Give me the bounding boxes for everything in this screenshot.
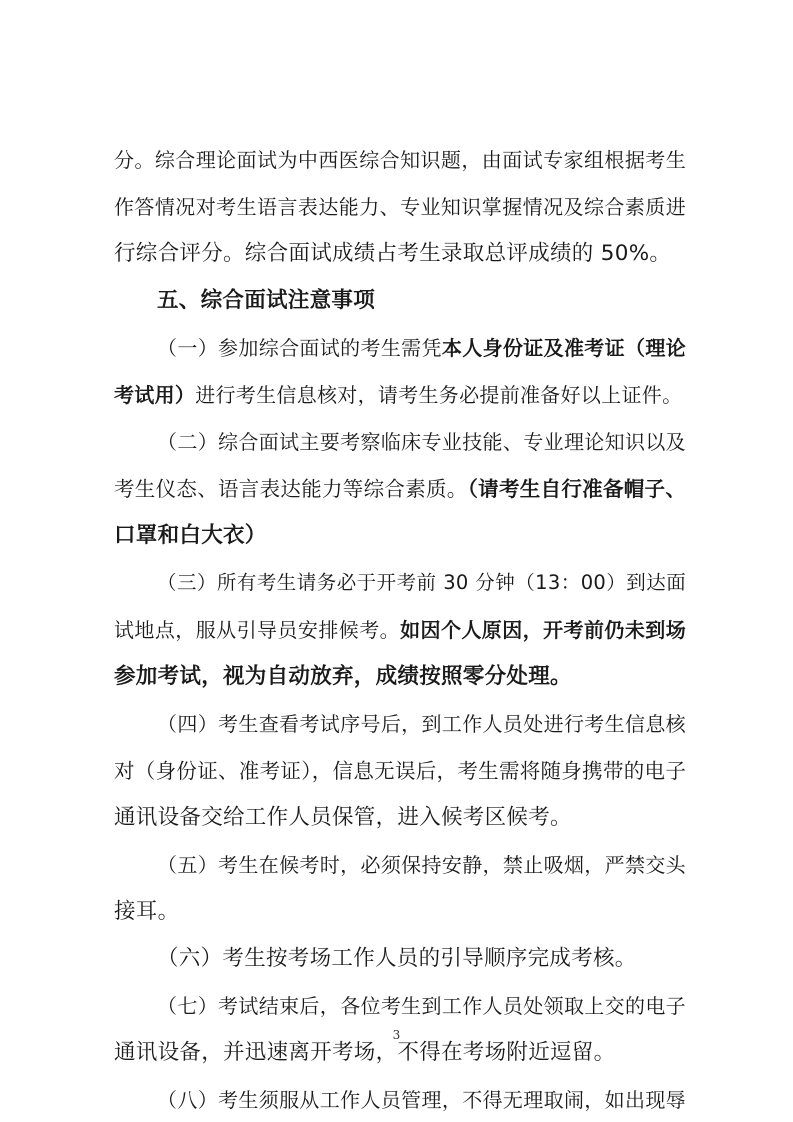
text-segment: （七）考试结束后，各位考生到工作人员处领取上交的电子 bbox=[157, 994, 686, 1018]
text-segment: 试地点，服从引导员安排候考。 bbox=[114, 618, 401, 642]
bold-text-segment: 如因个人原因，开考前仍未到场 bbox=[400, 618, 687, 642]
body-line bbox=[114, 518, 686, 554]
section-heading bbox=[157, 283, 686, 319]
text-segment: 考生仪态、语言表达能力等综合素质。 bbox=[114, 477, 468, 501]
text-segment: 对（身份证、准考证），信息无误后，考生需将随身携带的电子 bbox=[114, 759, 687, 783]
bold-text-segment: 考试用） bbox=[114, 383, 196, 407]
bold-text-segment: 五、综合面试注意事项 bbox=[157, 288, 376, 313]
body-line bbox=[157, 941, 686, 977]
text-segment: 作答情况对考生语言表达能力、专业知识掌握情况及综合素质进 bbox=[114, 195, 686, 219]
bold-text-segment: 口罩和白大衣） bbox=[114, 523, 267, 548]
body-line bbox=[114, 753, 686, 789]
body-line bbox=[114, 612, 686, 648]
body-line bbox=[157, 988, 686, 1024]
body-line bbox=[157, 330, 686, 366]
body-line bbox=[114, 377, 686, 413]
body-line bbox=[157, 1082, 686, 1118]
body-line bbox=[157, 424, 686, 460]
text-segment: 进行考生信息核对，请考生务必提前准备好以上证件。 bbox=[195, 383, 683, 407]
text-segment: （六）考生按考场工作人员的引导顺序完成考核。 bbox=[157, 946, 637, 971]
body-line bbox=[114, 471, 686, 507]
body-line bbox=[114, 142, 686, 178]
text-segment: （二）综合面试主要考察临床专业技能、专业理论知识以及 bbox=[157, 430, 686, 454]
text-segment: （三）所有考生请务必于开考前 30 分钟（13：00）到达面 bbox=[157, 571, 686, 594]
body-line bbox=[114, 659, 686, 695]
text-segment: 分。综合理论面试为中西医综合知识题，由面试专家组根据考生 bbox=[114, 148, 686, 172]
body-line bbox=[114, 236, 686, 272]
body-line bbox=[157, 706, 686, 742]
text-segment: （一）参加综合面试的考生需凭 bbox=[157, 336, 442, 360]
body-line bbox=[157, 565, 686, 601]
text-segment: （五）考生在候考时，必须保持安静，禁止吸烟，严禁交头 bbox=[157, 853, 686, 877]
bold-text-segment: （请考生自行准备帽子、 bbox=[467, 477, 687, 501]
text-segment: 接耳。 bbox=[114, 899, 180, 924]
body-line bbox=[114, 189, 686, 225]
bold-text-segment: 本人身份证及准考证（理论 bbox=[441, 336, 686, 360]
text-segment: （四）考生查看考试序号后，到工作人员处进行考生信息核 bbox=[157, 712, 686, 736]
text-segment: 行综合评分。综合面试成绩占考生录取总评成绩的 50%。 bbox=[114, 241, 672, 266]
bold-text-segment: 参加考试，视为自动放弃，成绩按照零分处理。 bbox=[114, 664, 572, 689]
body-line bbox=[114, 800, 686, 836]
text-segment: 通讯设备交给工作人员保管，进入候考区候考。 bbox=[114, 805, 572, 830]
page-number: 3 bbox=[392, 1028, 401, 1042]
text-segment: 通讯设备，并迅速离开考场，不得在考场附近逗留。 bbox=[114, 1040, 616, 1065]
body-line bbox=[157, 847, 686, 883]
body-line bbox=[114, 894, 686, 930]
text-segment: （八）考生须服从工作人员管理，不得无理取闹，如出现辱 bbox=[157, 1088, 686, 1112]
